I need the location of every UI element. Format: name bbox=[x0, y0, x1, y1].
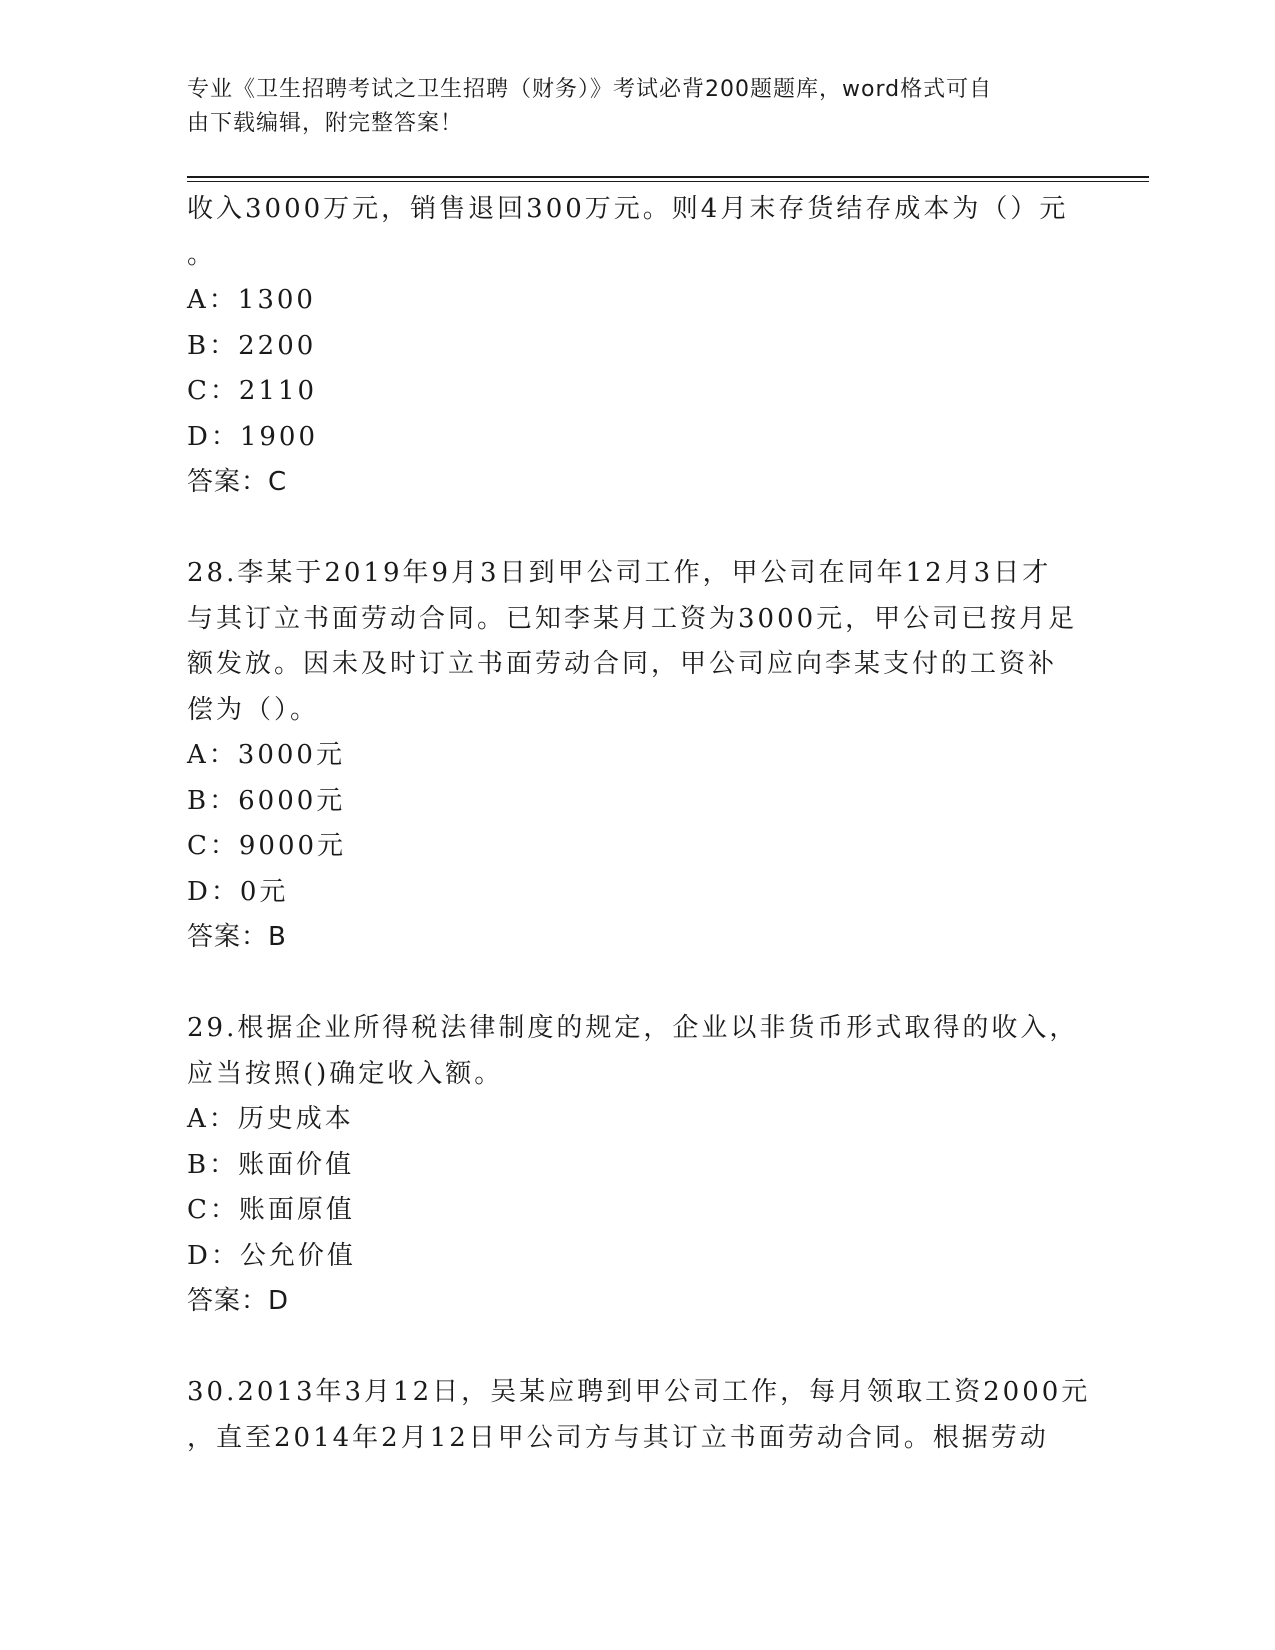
answer-line: 答案：B bbox=[187, 922, 287, 952]
question-stem-line: 30.2013年3月12日，吴某应聘到甲公司工作，每月领取工资2000元 bbox=[187, 1377, 1091, 1407]
header-divider-thick bbox=[187, 176, 1149, 178]
option-c: C：账面原值 bbox=[187, 1195, 355, 1225]
question-30 bbox=[187, 1370, 1091, 1461]
option-d: D：公允价值 bbox=[187, 1240, 356, 1271]
spacer bbox=[187, 961, 1087, 1007]
option-a: A：3000元 bbox=[187, 740, 345, 770]
spacer bbox=[187, 1325, 1087, 1371]
question-stem-line: ，直至2014年2月12日甲公司方与其订立书面劳动合同。根据劳动 bbox=[187, 1422, 1049, 1453]
question-stem-line: 29.根据企业所得税法律制度的规定，企业以非货币形式取得的收入， bbox=[187, 1013, 1079, 1043]
question-stem-line: 收入3000万元，销售退回300万元。则4月末存货结存成本为（）元 bbox=[187, 194, 1069, 224]
header-divider-thin bbox=[187, 181, 1149, 182]
question-stem-line: 应当按照()确定收入额。 bbox=[187, 1058, 504, 1089]
option-a: A：历史成本 bbox=[187, 1104, 354, 1134]
option-c: C：2110 bbox=[187, 376, 318, 406]
question-stem-line: 额发放。因未及时订立书面劳动合同，甲公司应向李某支付的工资补 bbox=[187, 649, 1058, 679]
option-b: B：账面价值 bbox=[187, 1149, 355, 1180]
question-stem-line: 。 bbox=[187, 239, 217, 270]
spacer bbox=[187, 506, 1087, 552]
option-a: A：1300 bbox=[187, 285, 316, 315]
header-line-2: 由下载编辑，附完整答案！ bbox=[187, 111, 464, 136]
answer-line: 答案：D bbox=[187, 1286, 290, 1316]
question-stem-line: 28.李某于2019年9月3日到甲公司工作，甲公司在同年12月3日才 bbox=[187, 558, 1052, 588]
question-27 bbox=[187, 187, 1087, 506]
option-b: B：2200 bbox=[187, 330, 317, 361]
option-d: D：1900 bbox=[187, 421, 319, 452]
question-stem-line: 偿为（）。 bbox=[187, 694, 320, 725]
question-28 bbox=[187, 551, 1087, 961]
page-header bbox=[187, 73, 1067, 141]
question-stem-line: 与其订立书面劳动合同。已知李某月工资为3000元，甲公司已按月足 bbox=[187, 603, 1078, 634]
answer-line: 答案：C bbox=[187, 467, 288, 497]
question-content bbox=[187, 187, 1091, 1461]
option-c: C：9000元 bbox=[187, 831, 347, 861]
header-line-1: 专业《卫生招聘考试之卫生招聘（财务）》考试必背200题题库，word格式可自 bbox=[187, 77, 993, 102]
question-29 bbox=[187, 1006, 1087, 1325]
option-d: D：0元 bbox=[187, 876, 289, 907]
option-b: B：6000元 bbox=[187, 785, 346, 816]
